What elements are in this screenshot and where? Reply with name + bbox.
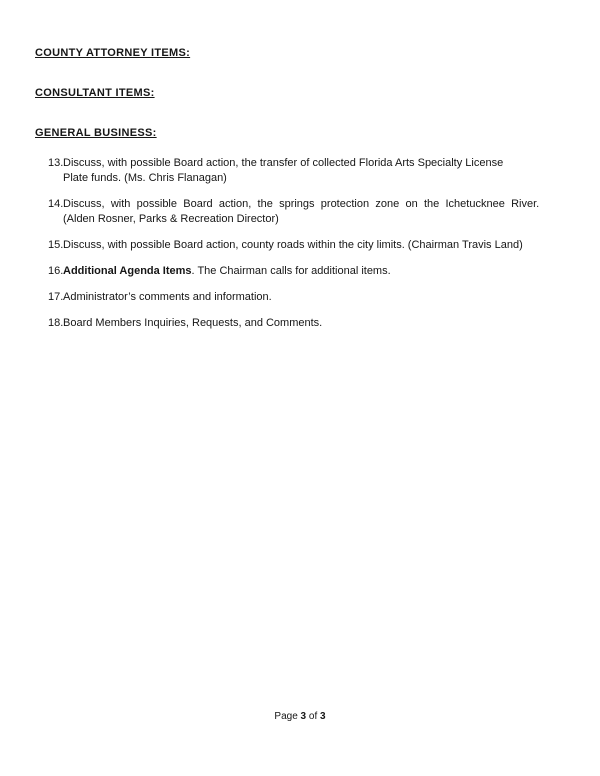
agenda-item-13 [35,156,567,186]
item-text-line: Board Members Inquiries, Requests, and Comments. [63,317,323,329]
section-heading-consultant-items: CONSULTANT ITEMS: [35,87,155,99]
item-text-line: (Alden Rosner, Parks & Recreation Director) [63,213,279,225]
item-regular-text: . The Chairman calls for additional items. [191,265,391,277]
agenda-item-15 [35,238,567,253]
agenda-item-14 [35,197,567,227]
page-footer [0,710,600,723]
agenda-item-17 [35,290,567,305]
item-text-line: Discuss, with possible Board action, county roads within the city limits. (Chairman Travis Land) [63,239,523,251]
footer-current-page: 3 [300,711,307,722]
item-number: 15. [48,239,64,251]
item-text-line: Administrator’s comments and information. [63,291,272,303]
item-bold-text: Additional Agenda Items [63,265,192,277]
item-text-line [63,264,567,279]
item-number: 18. [48,317,64,329]
item-text-line: Plate funds. (Ms. Chris Flanagan) [63,172,227,184]
section-heading-county-attorney-items: COUNTY ATTORNEY ITEMS: [35,47,191,59]
footer-page-label: Page [274,711,298,722]
footer-total-pages: 3 [320,711,326,722]
item-text-line: Discuss, with possible Board action, the transfer of collected Florida Arts Specialty License [63,157,504,169]
agenda-item-16 [35,264,567,279]
agenda-item-18 [35,316,567,331]
agenda-document [0,0,600,331]
item-number: 13. [48,157,64,169]
item-text-line: Discuss, with possible Board action, the springs protection zone on the Ichetucknee River. [63,198,540,210]
item-number: 16. [48,265,64,277]
section-heading-general-business: GENERAL BUSINESS: [35,127,157,139]
item-number: 14. [48,198,64,210]
footer-of-label: of [308,711,318,722]
item-number: 17. [48,291,64,303]
agenda-item-list [35,156,567,331]
